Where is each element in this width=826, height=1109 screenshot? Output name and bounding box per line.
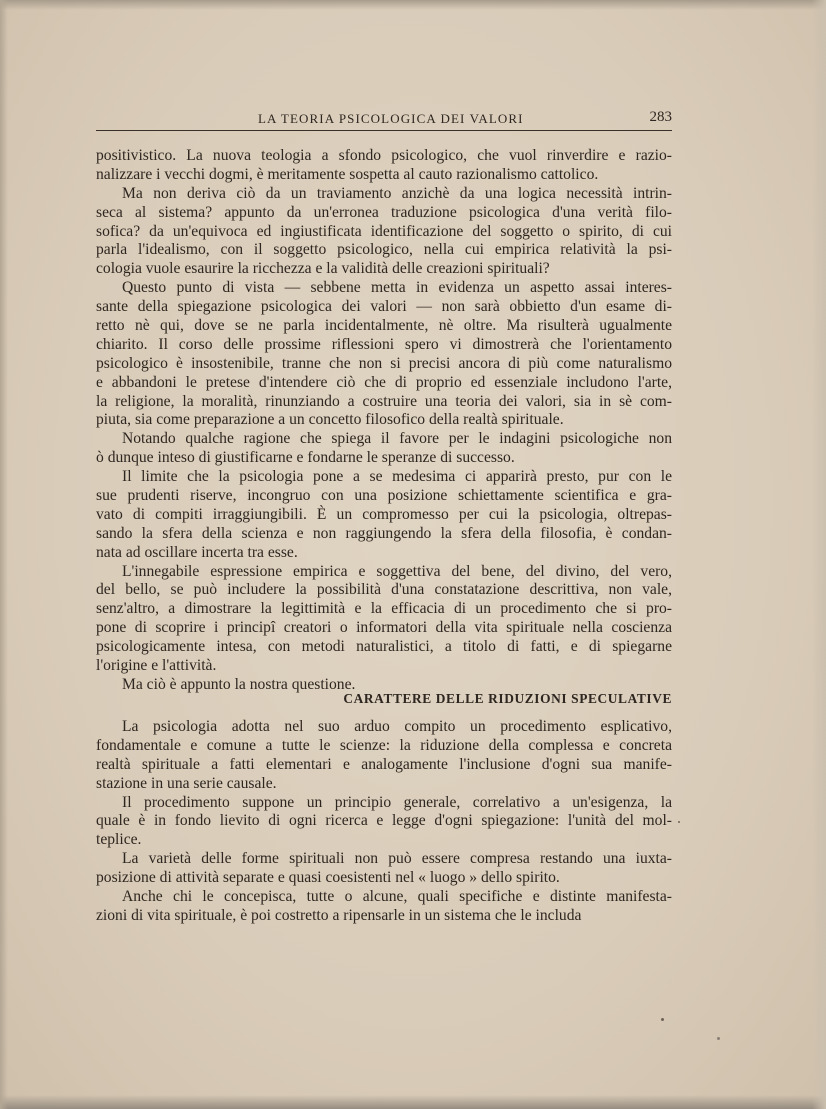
text-line: teplice. xyxy=(96,831,142,849)
paper-speck xyxy=(661,1018,664,1021)
running-title: LA TEORIA PSICOLOGICA DEI VALORI xyxy=(258,111,524,126)
text-line: seca al sistema? appunto da un'erronea traduzione psicologica d'una verità filo- xyxy=(96,203,672,221)
page-left-edge xyxy=(0,0,8,1109)
text-line: Questo punto di vista — sebbene metta in evidenza un aspetto assai interes- xyxy=(122,279,672,297)
text-line: nalizzare i vecchi dogmi, è meritamente sospetta al cauto razionalismo cattolico. xyxy=(96,165,599,183)
text-line: La varietà delle forme spirituali non può essere compresa restando una iuxta- xyxy=(122,850,672,868)
paragraph xyxy=(96,718,672,794)
paragraph xyxy=(96,185,672,279)
text-line: l'origine e l'attività. xyxy=(96,657,217,675)
text-line: zioni di vita spirituale, è poi costretto a ripensarle in un sistema che le includa xyxy=(96,906,582,924)
text-line: stazione in una serie causale. xyxy=(96,774,277,792)
paragraph xyxy=(96,430,672,468)
text-line: retto nè qui, dove se ne parla incidentalmente, nè oltre. Ma risulterà ugualmente xyxy=(96,317,672,335)
text-line: sofica? da un'equivoca ed ingiustificata identificazione del soggetto o spirito, di cui xyxy=(96,222,672,240)
page-number: 283 xyxy=(649,109,672,125)
text-line: e abbandoni le pretese d'intendere ciò che di proprio ed essenziale includono l'arte, xyxy=(96,373,672,391)
text-line: ò dunque inteso di giustificarne e fondarne le speranze di successo. xyxy=(96,449,515,467)
text-line: fondamentale e comune a tutte le scienze: la riduzione della complessa e concreta xyxy=(96,736,672,754)
text-line: posizione di attività separate e quasi coesistenti nel « luogo » dello spirito. xyxy=(96,869,560,887)
text-line: parla l'idealismo, con il soggetto psicologico, nella cui empirica relatività la psi- xyxy=(96,241,672,259)
text-line: Anche chi le concepisca, tutte o alcune, quali specifiche e distinte manifesta- xyxy=(122,888,672,906)
text-line: cologia vuole esaurire la ricchezza e la validità delle creazioni spirituali? xyxy=(96,260,550,278)
text-line: positivistico. La nuova teologia a sfondo psicologico, che vuol rinverdire e razio- xyxy=(96,147,672,164)
text-line: Il procedimento suppone un principio generale, correlativo a un'esigenza, la xyxy=(122,793,672,811)
text-line: Ma non deriva ciò da un traviamento anzichè da una logica necessità intrin- xyxy=(122,184,672,202)
text-line: la religione, la moralità, rinunziando a costruire una teoria dei valori, sia in sè com- xyxy=(96,392,672,410)
paragraph xyxy=(96,468,672,562)
text-line: realtà spirituale a fatti elementari e analogamente l'inclusione d'ogni sua manife- xyxy=(96,755,672,773)
page-bottom-edge xyxy=(0,1095,826,1109)
text-line: La psicologia adotta nel suo arduo compito un procedimento esplicativo, xyxy=(122,718,672,735)
running-header xyxy=(96,108,672,131)
text-line: sando la sfera della scienza e non raggiungendo la sfera della filosofia, è condan- xyxy=(96,524,672,542)
text-line: senz'altro, a dimostrare la legittimità e la efficacia di un procedimento che si pro- xyxy=(96,600,672,618)
text-line: piuta, sia come preparazione a un concetto filosofico della realtà spirituale. xyxy=(96,411,564,429)
text-line: sue prudenti riserve, incongruo con una posizione schiettamente scientifica e gra- xyxy=(96,487,672,505)
paper-speck xyxy=(717,1037,720,1040)
section-heading: CARATTERE DELLE RIDUZIONI SPECULATIVE xyxy=(343,691,672,706)
paragraph xyxy=(96,794,672,851)
page-right-edge xyxy=(812,0,826,1109)
body-text-after-heading xyxy=(96,718,672,926)
body-text-before-heading xyxy=(96,147,672,695)
text-line: L'innegabile espressione empirica e soggettiva del bene, del divino, del vero, xyxy=(122,562,672,580)
paper-speck xyxy=(678,821,680,823)
text-line: psicologico è insostenibile, tranne che non si precisi ancora di più come naturalismo xyxy=(96,354,672,372)
text-line: Il limite che la psicologia pone a se medesima ci apparirà presto, pur con le xyxy=(122,468,672,486)
text-line: Notando qualche ragione che spiega il favore per le indagini psicologiche non xyxy=(122,430,672,448)
text-line: vato di compiti irraggiungibili. È un compromesso per cui la psicologia, oltrepas- xyxy=(96,505,672,523)
text-line: nata ad oscillare incerta tra esse. xyxy=(96,543,298,561)
paragraph xyxy=(96,279,672,430)
paragraph xyxy=(96,888,672,926)
text-line: pone di scoprire i principî creatori o informatori della vita spirituale nella coscienza xyxy=(96,619,672,637)
paragraph xyxy=(96,563,672,676)
text-line: sante della spiegazione psicologica dei valori — non sarà obbietto d'un esame di- xyxy=(96,298,672,316)
text-line: Ma ciò è appunto la nostra questione. xyxy=(122,675,356,693)
paragraph xyxy=(96,850,672,888)
paragraph xyxy=(96,147,672,185)
page-top-edge xyxy=(0,0,826,10)
text-line: quale è in fondo lievito di ogni ricerca e legge d'ogni spiegazione: l'unità del mol- xyxy=(96,812,672,830)
text-line: psicologicamente intesa, con metodi naturalistici, a titolo di fatti, e di spiegarne xyxy=(96,638,672,656)
text-line: chiarito. Il corso delle prossime riflessioni spero vi dimostrerà che l'orientamento xyxy=(96,335,672,353)
text-line: del bello, se può includere la possibilità d'una constatazione descrittiva, non vale, xyxy=(96,581,672,599)
